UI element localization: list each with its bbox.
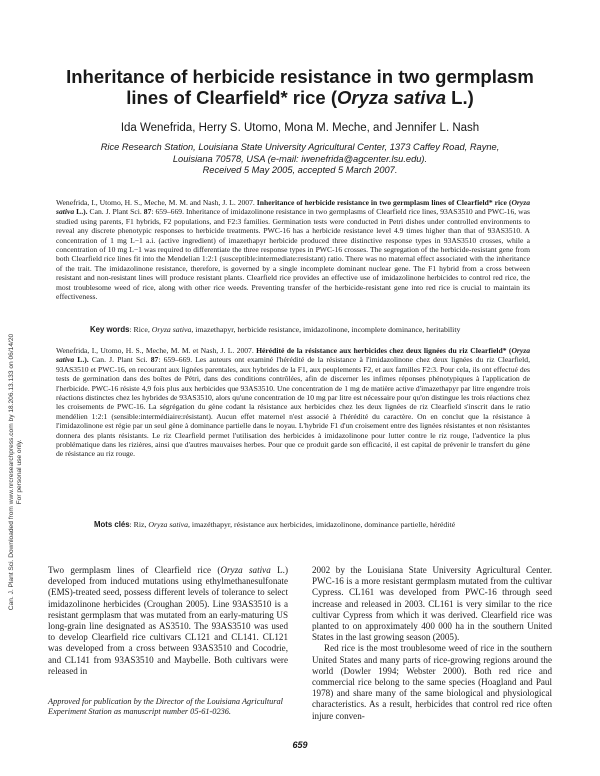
keywords-french bbox=[94, 520, 534, 529]
abstract-en-volume: 87 bbox=[143, 207, 152, 217]
keywords-fr-list: , imazéthapyr, résistance aux herbicides, imidazolinone, dominance partielle, hérédité bbox=[188, 520, 456, 529]
keywords-fr-label: Mots clés bbox=[94, 520, 130, 529]
abstract-english bbox=[56, 198, 530, 301]
title-part2: L.) bbox=[446, 87, 474, 108]
abstract-fr-title: Hérédité de la résistance aux herbicides chez deux lignées du riz Clearfield* (Oryza sativa L.). bbox=[56, 346, 530, 365]
keywords-en-pre: : Rice, bbox=[129, 325, 152, 334]
approval-footnote: Approved for publication by the Director of the Louisiana Agricultural Experiment Station as manuscript number 05-61-0236. bbox=[48, 697, 283, 717]
affiliation-block bbox=[80, 142, 520, 177]
abstract-en-body: Inheritance of imidazolinone resistance in two germplasms of Clearfield rice lines, 93AS3510 and PWC-16, was studied using parents, F1 hybrids, F2 populations, and F2:3 families. Germination tests were conducted in Petri dishes under controlled environments to reveal any discrete phenotypic responses to herbicide treatments. PWC-16 has a herbicide resistance level 4.9 times higher than that of 93AS3510. A concentration of 1 mg L−1 a.i. (active ingredient) of imazethapyr herbicide produced three distinctive response types in 93AS3510 crosses, while a concentration of 10 mg L−1 was required to differentiate the three response types in PWC-16 crosses. The segregation of the herbicide-resistant gene from both Clearfield rice lines fit into the Mendelian 1:2:1 (susceptible:intermediate:resistant) ratio. There was no maternal effect associated with the inheritance of the trait. The imidazolinone resistance, therefore, is governed by a single incomplete dominant nuclear gene. The F1 hybrid from a cross between resistant and non-resistant lines will produce resistant plants. Clearfield rice provides an effective use of imidazolinone herbicides to control red rice, the most troublesome weed of rice, along with other rice weeds. Preventing transfer of the herbicide-resistant gene into red rice is crucial to maintain its effectiveness. bbox=[56, 207, 530, 302]
title-species: Oryza sativa bbox=[337, 87, 447, 108]
body-right-paragraph-2: Red rice is the most troublesome weed of rice in the southern United States and many parts of rice-growing regions around the world (Dowler 1994; Webster 2000). Both red rice and commercial rice belong to the same species (Hoagland and Paul 1978) and share many of the same biological and physiological characteristics. As a result, herbicides that control red rice often injure conven- bbox=[312, 643, 552, 721]
abstract-fr-pages: : 659–669. bbox=[158, 355, 196, 365]
abstract-en-journal: Can. J. Plant Sci. bbox=[87, 207, 144, 217]
abstract-en-citation: Wenefrida, I., Utomo, H. S., Meche, M. M. and Nash, J. L. 2007. bbox=[56, 198, 257, 207]
body-column-right bbox=[312, 565, 552, 722]
abstract-en-pages: : 659–669. bbox=[151, 207, 186, 217]
body-left-text-b: L.) developed from induced mutations using ethylmethanesulfonate (EMS)-treated seed, possess different levels of tolerance to select imidazolinone herbicides (Croughan 2005). Line 93AS3510 is a resistant germplasm that was mutated from an early-maturing US long-grain line designated as AS3510. The 93AS3510 was used to develop Clearfield rice cultivars CL121 and CL141. CL121 was developed from a cross between 93AS3510 and Cocodrie, and CL141 from 93AS3510 and Maybelle. Both cultivars were released in bbox=[48, 565, 288, 676]
paper-title bbox=[60, 66, 540, 108]
author-list: Ida Wenefrida, Herry S. Utomo, Mona M. Meche, and Jennifer L. Nash bbox=[120, 122, 480, 134]
received-dates: Received 5 May 2005, accepted 5 March 2007. bbox=[202, 165, 398, 175]
body-left-text-a: Two germplasm lines of Clearfield rice ( bbox=[48, 565, 221, 575]
abstract-en-title: Inheritance of herbicide resistance in two germplasm lines of Clearfield* rice (Oryza sativa L.). bbox=[56, 198, 530, 217]
abstract-fr-volume: 87 bbox=[150, 355, 159, 365]
affiliation-line2: Louisiana 70578, USA (e-mail: iwenefrida@agcenter.lsu.edu). bbox=[172, 153, 428, 164]
body-right-paragraph-1: 2002 by the Louisiana State University Agricultural Center. PWC-16 is a more resistant germplasm mutated from the cultivar Cypress. CL161 was developed from PWC-16 through seed increase and released in 2003. CL161 is very similar to the rice cultivar Cypress from which it was derived. Clearfield rice was planted to on approximately 400 000 ha in the southern United States in the last growing season (2005). bbox=[312, 565, 552, 643]
keywords-fr-pre: : Riz, bbox=[129, 520, 149, 529]
abstract-fr-body: Les auteurs ont examiné l'hérédité de la résistance à l'imidazolinone chez deux lignées du riz Clearfield, 93AS3510 et PWC-16, en recourant aux lignées parentales, aux hybrides de la F1, aux peuplements F2, et aux familles F2:3. Pour cela, ils ont effectué des tests de germination dans des boîtes de Pétri, dans des conditions contrôlées, afin de discerner les infimes réponses phénotypiques à l'application de l'herbicide. PWC-16 résiste 4,9 fois plus aux herbicides que 93AS3510. Une concentration de 1 mg de matière active d'imazethapyr par litre engendre trois réactions distinctes chez les hybrides de 93AS3510, alors qu'une concentration de 10 mg par litre est nécessaire pour qu'on distingue les trois réactions chez les croisements de PWC-16. La ségrégation du gène codant la résistance aux herbicides chez les deux lignées de riz Clearfield s'inscrit dans le ratio mendélien 1:2:1 (sensible:intermédiaire:résistant). Aucun effet maternel n'est associé à l'hérédité du caractère. On en conclut que la résistance à l'imidazolinone est régie par un seul gène à dominance partielle dans le noyau. L'hybride F1 d'un croisement entre des lignées résistantes et non résistantes donnera des plants résistants. Le riz Clearfield permet l'utilisation des herbicides à imidazolinone pour lutter contre le riz rouge, l'adventice la plus problématique dans les rizières, ainsi que d'autres mauvaises herbes. Pour que ce produit garde son efficacité, il est capital de prévenir le transfert du gène de résistance au riz rouge. bbox=[56, 355, 530, 459]
keywords-fr-species: Oryza sativa bbox=[148, 520, 189, 529]
title-part1: Inheritance of herbicide resistance in two germplasm lines of Clearfield* rice ( bbox=[66, 66, 534, 108]
abstract-french bbox=[56, 346, 530, 459]
abstract-fr-citation: Wenefrida, I., Utomo, H. S., Meche, M. M. et Nash, J. L. 2007. bbox=[56, 346, 257, 355]
keywords-english bbox=[90, 325, 530, 334]
affiliation-line1: Rice Research Station, Louisiana State University Agricultural Center, 1373 Caffey Road, Rayne, bbox=[100, 142, 500, 152]
body-column-left bbox=[48, 565, 288, 677]
page-number: 659 bbox=[292, 740, 308, 750]
keywords-en-list: , imazethapyr, herbicide resistance, imidazolinone, incomplete dominance, heritability bbox=[191, 325, 461, 334]
abstract-fr-journal: Can. J. Plant Sci. bbox=[88, 355, 151, 365]
download-note-line1: Can. J. Plant Sci. Downloaded from www.nrcresearchpress.com by 18.206.13.133 on 06/14/20 bbox=[8, 333, 15, 611]
keywords-en-species: Oryza sativa bbox=[151, 325, 192, 334]
download-note-line2: For personal use only. bbox=[16, 439, 23, 505]
keywords-en-label: Key words bbox=[90, 325, 130, 334]
download-sidebar-note bbox=[8, 282, 24, 662]
body-left-species: Oryza sativa bbox=[220, 565, 271, 575]
